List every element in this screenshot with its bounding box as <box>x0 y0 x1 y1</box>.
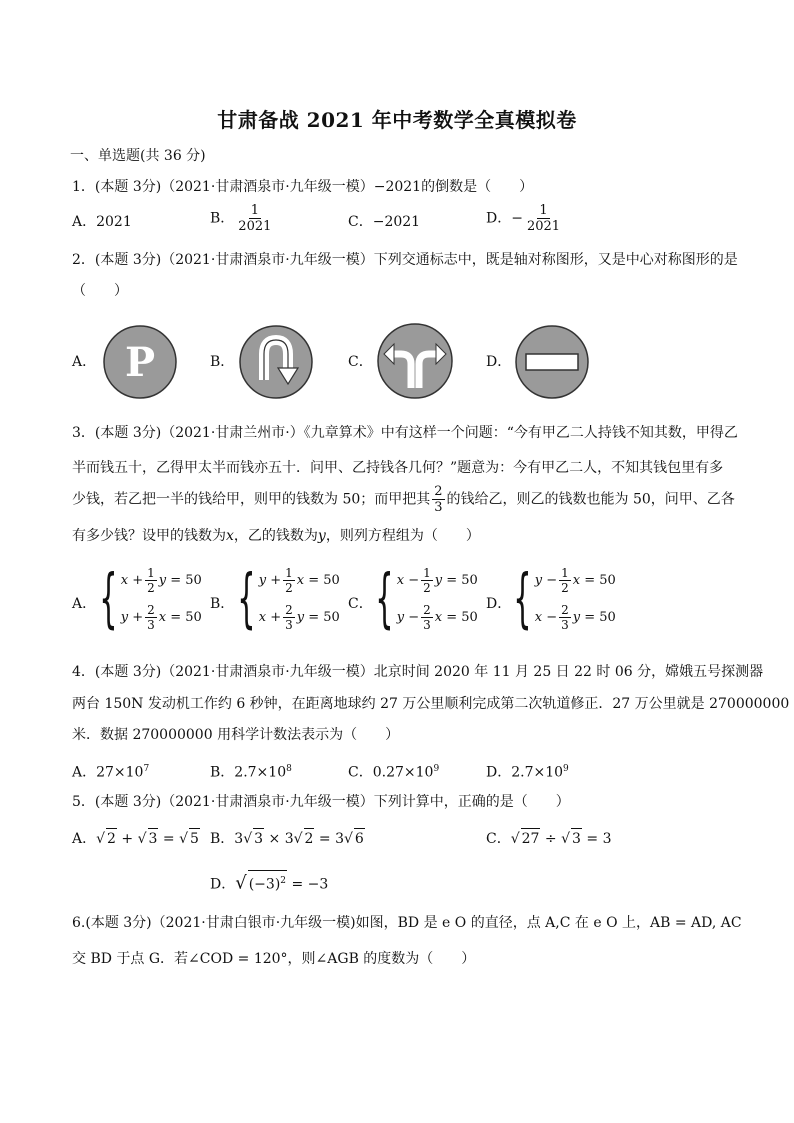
q4-option-d[interactable]: D．$2.7\times 10^9$ <box>486 764 569 781</box>
q2-option-a[interactable]: A． <box>72 354 97 370</box>
q3-line3-fraction: $\frac{2}{3}$ <box>434 484 443 515</box>
q3-line3 <box>72 484 735 515</box>
page-title: 甘肃备战 2021 年中考数学全真模拟卷 <box>217 108 577 132</box>
q2-stem-line2: （ ） <box>72 283 128 299</box>
q3-line1: 3．(本题 3分)（2021·甘肃兰州市·）《九章算术》中有这样一个问题：“今有甲乙二人持钱不知其数，甲得乙 <box>72 425 738 441</box>
q1-option-b-label: B． <box>210 210 235 227</box>
no-entry-sign-icon <box>514 324 590 400</box>
q2-option-c[interactable]: C． <box>348 354 373 370</box>
q4-line2: 两台 150N 发动机工作约 6 秒钟，在距离地球约 27 万公里顺利完成第二次轨道修正．27 万公里就是 270000000 <box>72 696 790 712</box>
q2-stem-line1: 2．(本题 3分)（2021·甘肃酒泉市·九年级一模）下列交通标志中，既是轴对称图形，又是中心对称图形的是 <box>72 252 738 268</box>
q1-option-d-fraction: $\frac{1}{2021}$ <box>526 203 561 234</box>
q3-option-c[interactable]: C． <box>348 596 373 612</box>
q1-option-a[interactable]: A．2021 <box>72 214 132 230</box>
q5-stem: 5．(本题 3分)（2021·甘肃酒泉市·九年级一模）下列计算中，正确的是（ ） <box>72 794 570 810</box>
q5-option-d[interactable]: D．√ $(-3)^2 = -3$ <box>210 870 328 895</box>
q3-option-b[interactable]: B． <box>210 596 235 612</box>
q3-line2: 半而钱五十，乙得甲太半而钱亦五十．问甲、乙持钱各几何？”题意为：今有甲乙二人，不知其钱包里有多 <box>72 460 724 476</box>
q3-system-a: { x + $\frac{1}{2}$ y = 50 y + $\frac{2}{3}$ x = 50 <box>99 562 202 636</box>
q3-system-b: { y + $\frac{1}{2}$ x = 50 x + $\frac{2}{3}$ y = 50 <box>237 562 340 636</box>
q1-option-d-label: D．− <box>486 210 523 227</box>
q6-line2: 交 BD 于点 G．若∠COD = 120°，则∠AGB 的度数为（ ） <box>72 951 476 967</box>
section-heading: 一、单选题(共 36 分) <box>70 148 206 164</box>
q1-stem: 1．(本题 3分)（2021·甘肃酒泉市·九年级一模）−2021的倒数是（ ） <box>72 179 534 195</box>
q3-option-a[interactable]: A． <box>72 596 97 612</box>
q4-option-c[interactable]: C．$0.27\times 10^9$ <box>348 764 440 781</box>
q5-option-a[interactable]: A．√ 2 + √ 3 = √ 5 <box>72 828 200 849</box>
q4-option-a[interactable]: A．$27\times 10^7$ <box>72 764 150 781</box>
q2-option-d[interactable]: D． <box>486 354 512 370</box>
q3-line3-end: 的钱给乙，则乙的钱数也能为 50，问甲、乙各 <box>446 491 735 508</box>
q1-option-b[interactable] <box>210 203 275 234</box>
q3-system-d: { y − $\frac{1}{2}$ x = 50 x − $\frac{2}{3}$ y = 50 <box>513 562 616 636</box>
turn-left-right-sign-icon <box>376 322 454 400</box>
q4-line1: 4．(本题 3分)（2021·甘肃酒泉市·九年级一模）北京时间 2020 年 11 月 25 日 22 时 06 分，嫦娥五号探测器 <box>72 664 764 680</box>
q3-line3-start: 少钱，若乙把一半的钱给甲，则甲的钱数为 50；而甲把其 <box>72 491 431 508</box>
q6-line1: 6.(本题 3分)（2021·甘肃白银市·九年级一模)如图，BD 是 e O 的直径，点 A,C 在 e O 上，AB = AD, AC <box>72 915 742 931</box>
q3-line4: 有多少钱？设甲的钱数为x，乙的钱数为y，则列方程组为（ ） <box>72 528 480 544</box>
q1-option-b-fraction: $\frac{1}{2021}$ <box>238 203 272 234</box>
q1-option-c[interactable]: C．−2021 <box>348 214 421 230</box>
q4-line3: 米．数据 270000000 用科学计数法表示为（ ） <box>72 727 400 743</box>
q5-option-b[interactable]: B．3√ 3 × 3√ 2 = 3√ 6 <box>210 828 365 849</box>
q1-option-d[interactable] <box>486 203 564 234</box>
svg-text:P: P <box>124 339 156 386</box>
q4-option-b[interactable]: B．$2.7\times 10^8$ <box>210 764 292 781</box>
q3-system-c: { x − $\frac{1}{2}$ y = 50 y − $\frac{2}{3}$ x = 50 <box>375 562 478 636</box>
q2-option-b[interactable]: B． <box>210 354 235 370</box>
q5-option-c[interactable]: C．√ 27 ÷ √ 3 = 3 <box>486 828 612 849</box>
q3-option-d[interactable]: D． <box>486 596 512 612</box>
parking-sign-icon <box>102 324 178 400</box>
u-turn-sign-icon <box>238 324 314 400</box>
